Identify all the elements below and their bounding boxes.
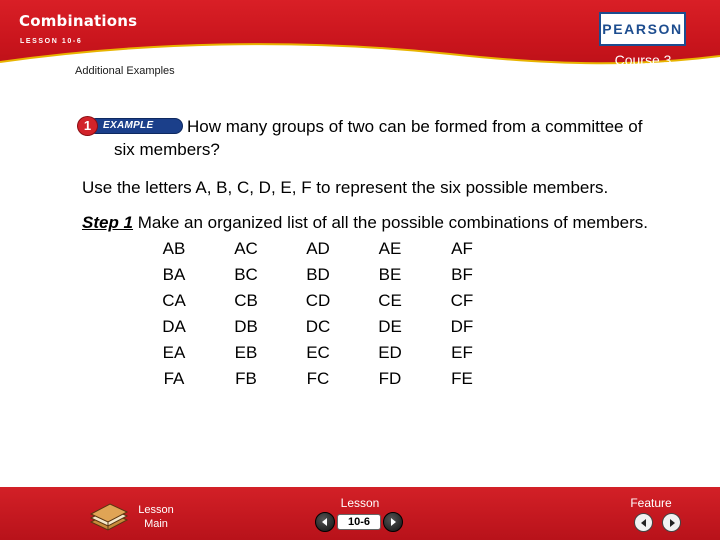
combination-item: CE: [378, 291, 402, 310]
example-badge: [77, 116, 183, 136]
combination-row: [138, 262, 498, 288]
header-banner: [0, 0, 720, 82]
feature-prev-button[interactable]: [634, 513, 653, 532]
chevron-right-icon: [388, 517, 398, 527]
combination-item: EB: [234, 343, 258, 362]
lesson-main-link[interactable]: [130, 503, 182, 531]
combination-item: FA: [163, 369, 185, 388]
combination-item: AE: [378, 239, 402, 258]
example-number: 1: [77, 116, 98, 136]
pearson-logo: [599, 12, 686, 46]
combination-item: CF: [450, 291, 474, 310]
chevron-left-icon: [320, 517, 330, 527]
combination-item: BC: [234, 265, 258, 284]
question-text-line2: six members?: [114, 140, 220, 159]
step-1-line: [82, 213, 648, 233]
combination-item: DC: [305, 317, 331, 336]
step-1-text: Make an organized list of all the possible combinations of members.: [133, 213, 649, 232]
course-label: Course 3: [614, 52, 672, 68]
combination-item: AD: [306, 239, 330, 258]
combination-row: [138, 366, 498, 392]
combination-item: BE: [378, 265, 402, 284]
combination-item: DE: [378, 317, 402, 336]
combination-row: [138, 288, 498, 314]
combination-item: AF: [451, 239, 473, 258]
combination-item: FD: [378, 369, 402, 388]
step-1-label: Step 1: [82, 213, 134, 232]
combination-item: CD: [305, 291, 331, 310]
combination-item: EC: [306, 343, 330, 362]
combination-item: AB: [162, 239, 186, 258]
feature-nav-label: Feature: [630, 496, 672, 510]
lesson-nav: [315, 512, 403, 532]
combination-item: ED: [378, 343, 402, 362]
book-icon[interactable]: [88, 500, 130, 532]
instruction-text: Use the letters A, B, C, D, E, F to represent the six possible members.: [82, 178, 609, 197]
combination-item: FB: [235, 369, 257, 388]
combination-row: [138, 236, 498, 262]
section-label: Additional Examples: [75, 65, 175, 77]
lesson-number-display: 10-6: [337, 514, 381, 530]
combination-item: AC: [234, 239, 258, 258]
combination-row: [138, 340, 498, 366]
chevron-right-icon: [667, 518, 677, 528]
lesson-main-line1: Lesson: [138, 504, 174, 516]
example-badge-label: EXAMPLE: [88, 118, 183, 134]
combination-item: EF: [451, 343, 473, 362]
lesson-number: LESSON 10-6: [20, 38, 83, 45]
chevron-left-icon: [639, 518, 649, 528]
combination-item: FC: [306, 369, 330, 388]
lesson-main-line2: Main: [144, 518, 168, 530]
lesson-next-button[interactable]: [383, 512, 403, 532]
combination-item: BF: [451, 265, 473, 284]
question-text-line1: How many groups of two can be formed from a committee of: [187, 117, 643, 136]
combination-item: FE: [451, 369, 473, 388]
combination-item: CB: [234, 291, 258, 310]
combination-item: DA: [162, 317, 186, 336]
feature-next-button[interactable]: [662, 513, 681, 532]
lesson-nav-label: Lesson: [340, 496, 380, 510]
combination-item: BD: [306, 265, 330, 284]
combination-item: CA: [162, 291, 186, 310]
combinations-list: [138, 236, 498, 392]
combination-item: EA: [162, 343, 186, 362]
combination-item: DB: [234, 317, 258, 336]
pearson-logo-text: PEARSON: [602, 21, 683, 37]
combination-item: DF: [450, 317, 474, 336]
combination-row: [138, 314, 498, 340]
lesson-title: Combinations: [19, 12, 138, 30]
combination-item: BA: [162, 265, 186, 284]
lesson-prev-button[interactable]: [315, 512, 335, 532]
feature-nav: [634, 513, 682, 533]
